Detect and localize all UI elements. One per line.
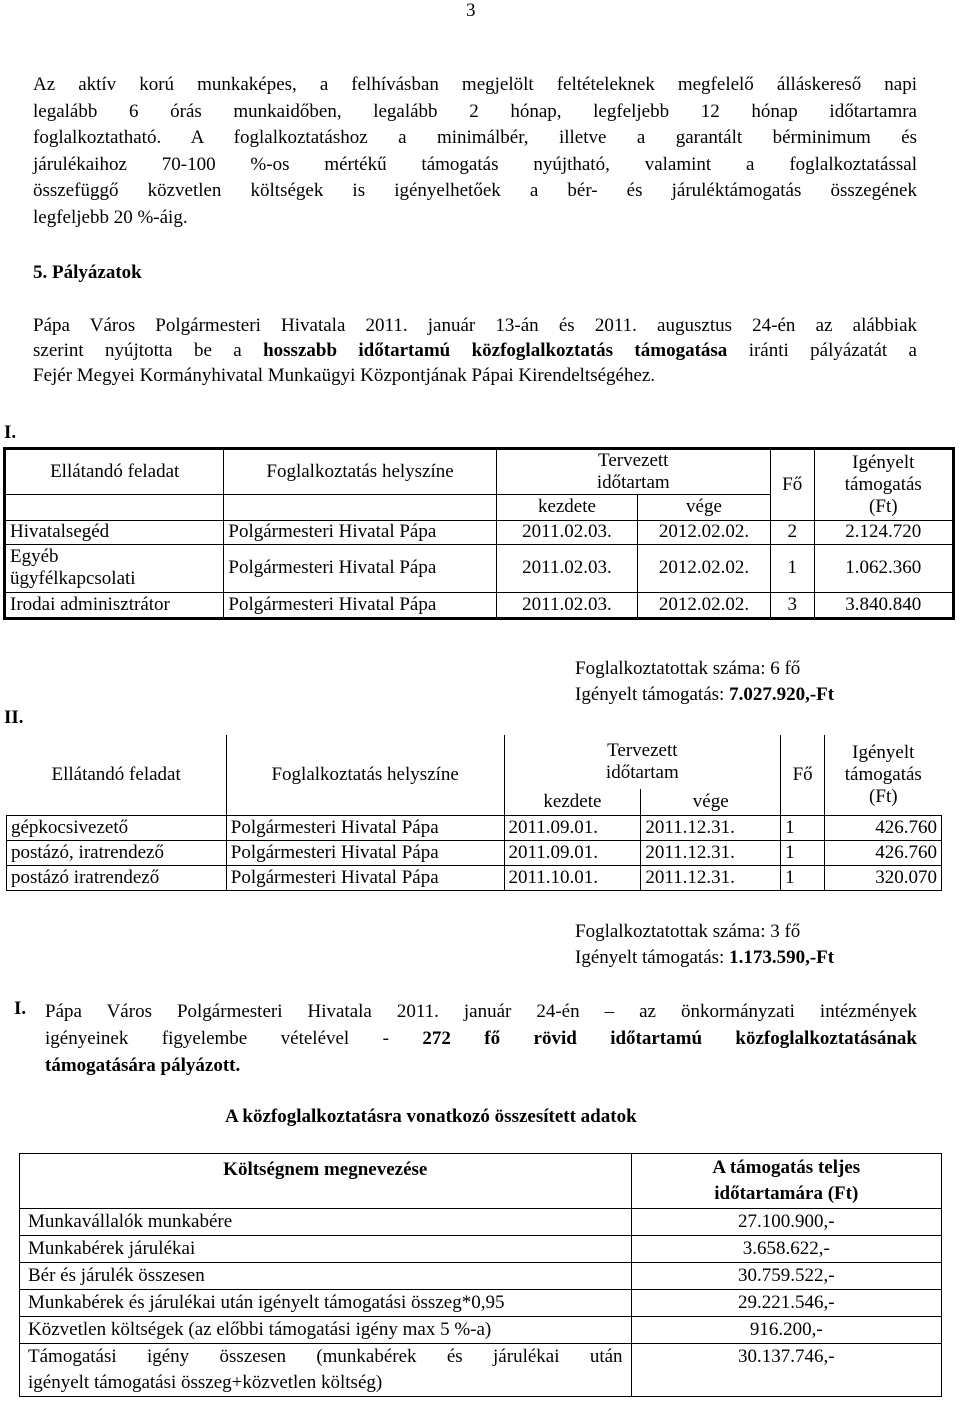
cell-name-line: igényelt támogatási összeg+közvetlen költség) [28, 1372, 383, 1393]
header-feladat: Ellátandó feladat [5, 449, 224, 495]
cell-tamogatas: 426.760 [825, 815, 942, 840]
header-helyszin: Foglalkoztatás helyszíne [224, 449, 496, 495]
table2-label: II. [4, 707, 24, 728]
header-tervezett [496, 449, 770, 495]
summary-count: Foglalkoztatottak száma: 6 fő [575, 658, 801, 679]
section5-line-text: Pápa Város Polgármesteri Hivatala 2011. január 13-án és 2011. augusztus 24-én az alábbiak [33, 315, 917, 336]
header-ft-text: (Ft) [869, 785, 898, 807]
intro-line: legfeljebb 20 %-áig. [33, 206, 188, 228]
cell-tamogatas: 3.840.840 [814, 592, 953, 618]
header-feladat: Ellátandó feladat [7, 735, 227, 815]
table-row [20, 1209, 942, 1236]
header-igenyelt [814, 449, 953, 521]
cell-helyszin: Polgármesteri Hivatal Pápa [226, 815, 504, 840]
summary-amount [575, 945, 834, 971]
section-i2-line [45, 1052, 917, 1079]
cell-value: 27.100.900,- [631, 1209, 941, 1236]
section-i2-line: Pápa Város Polgármesteri Hivatala 2011. január 24-én – az önkormányzati intézmények [45, 1001, 917, 1022]
header-osszeg-line: időtartamára (Ft) [714, 1183, 859, 1204]
cell-fo: 2 [770, 520, 814, 544]
section5-bold-text: hosszabb időtartamú közfoglalkoztatás támogatása [263, 340, 728, 361]
table-row [20, 1236, 942, 1263]
table-row [7, 840, 942, 865]
cell-feladat [5, 544, 224, 592]
cell-kezdete: 2011.02.03. [496, 520, 637, 544]
cell-helyszin: Polgármesteri Hivatal Pápa [226, 865, 504, 890]
cell-vege: 2011.12.31. [641, 865, 781, 890]
cell-feladat: gépkocsivezető [7, 815, 227, 840]
cell-kezdete: 2011.02.03. [496, 544, 637, 592]
header-fo: Fő [770, 449, 814, 521]
cell-tamogatas: 426.760 [825, 840, 942, 865]
table2-summary [575, 919, 834, 971]
intro-line: legalább 6 órás munkaidőben, legalább 2 hónap, legfeljebb 12 hónap időtartamra [33, 100, 917, 122]
section5-line [33, 338, 917, 363]
cell-name: Munkavállalók munkabére [20, 1209, 632, 1236]
cell-value: 30.137.746,- [631, 1344, 941, 1397]
cell-fo: 1 [781, 865, 825, 890]
header-helyszin: Foglalkoztatás helyszíne [226, 735, 504, 815]
cell-tamogatas: 1.062.360 [814, 544, 953, 592]
cell-kezdete: 2011.10.01. [504, 865, 641, 890]
intro-line: foglalkoztatható. A foglalkoztatáshoz a minimálbér, illetve a garantált bérminimum és [33, 127, 917, 149]
cell-vege: 2012.02.02. [638, 520, 771, 544]
header-vege: vége [638, 494, 771, 520]
header-igenyelt-text: Igényelt [852, 741, 915, 763]
cell-kezdete: 2011.09.01. [504, 815, 641, 840]
cell-feladat-line: ügyfélkapcsolati [10, 568, 136, 589]
section-i2-line [45, 1025, 917, 1052]
cell-tamogatas: 2.124.720 [814, 520, 953, 544]
cell-vege: 2011.12.31. [641, 840, 781, 865]
cell-vege: 2012.02.02. [638, 544, 771, 592]
table1-label: I. [4, 422, 17, 443]
cell-kezdete: 2011.02.03. [496, 592, 637, 618]
cell-fo: 3 [770, 592, 814, 618]
table-row [20, 1317, 942, 1344]
section5-text: szerint nyújtotta be a [33, 340, 264, 361]
table-row [7, 865, 942, 890]
header-tervezett-text: Tervezett [607, 740, 678, 761]
cell-helyszin: Polgármesteri Hivatal Pápa [226, 840, 504, 865]
table-row [5, 592, 954, 618]
intro-paragraph [33, 72, 917, 232]
table1 [3, 447, 955, 620]
cell-name: Bér és járulék összesen [20, 1263, 632, 1290]
table2 [6, 735, 942, 891]
header-igenyelt [825, 735, 942, 815]
cell-feladat: Irodai adminisztrátor [5, 592, 224, 618]
cell-fo: 1 [781, 840, 825, 865]
cell-name [20, 1344, 632, 1397]
section5-line: Fejér Megyei Kormányhivatal Munkaügyi Központjának Pápai Kirendeltségéhez. [33, 365, 656, 386]
cell-feladat: postázó, iratrendező [7, 840, 227, 865]
section-i2-bold-text: 272 fő rövid időtartamú közfoglalkoztatásának [422, 1028, 917, 1049]
cell-helyszin: Polgármesteri Hivatal Pápa [224, 544, 496, 592]
cell-feladat: Hivatalsegéd [5, 520, 224, 544]
header-ft-text: (Ft) [869, 495, 898, 517]
cell-tamogatas: 320.070 [825, 865, 942, 890]
page-number: 3 [466, 0, 476, 21]
cell-feladat-line: Egyéb [10, 546, 59, 567]
cell-fo: 1 [770, 544, 814, 592]
table-row [5, 544, 954, 592]
table3 [19, 1153, 942, 1397]
header-kezdete: kezdete [496, 494, 637, 520]
cell-value: 916.200,- [631, 1317, 941, 1344]
section-i2-bold-text: támogatására pályázott. [45, 1055, 241, 1076]
cell-name-line: Támogatási igény összesen (munkabérek és járulékai után [28, 1346, 623, 1367]
table3-title: A közfoglalkoztatásra vonatkozó összesített adatok [225, 1106, 637, 1127]
cell-value: 29.221.546,- [631, 1290, 941, 1317]
cell-vege: 2012.02.02. [638, 592, 771, 618]
header-igenyelt-text: Igényelt [852, 451, 915, 473]
header-idotartam-text: időtartam [605, 762, 679, 783]
section5-paragraph [33, 313, 917, 388]
header-empty [5, 494, 224, 520]
header-idotartam-text: időtartam [596, 472, 670, 493]
section-i2-paragraph [45, 998, 917, 1079]
section5-text: iránti pályázatát a [727, 340, 917, 361]
header-vege: vége [641, 789, 781, 815]
cell-name: Közvetlen költségek (az előbbi támogatási igény max 5 %-a) [20, 1317, 632, 1344]
header-empty [224, 494, 496, 520]
cell-value: 30.759.522,- [631, 1263, 941, 1290]
summary-amount-value: 7.027.920,-Ft [729, 684, 835, 705]
section-label: I. [14, 998, 27, 1019]
header-tamogatas-text: támogatás [844, 763, 922, 785]
table-row [20, 1290, 942, 1317]
header-tervezett-text: Tervezett [598, 450, 669, 471]
header-fo: Fő [781, 735, 825, 815]
section-heading: 5. Pályázatok [33, 262, 142, 283]
table1-summary [575, 656, 834, 708]
intro-line: Az aktív korú munkaképes, a felhívásban megjelölt feltételeknek megfelelő álláskereső napi [33, 74, 917, 95]
cell-name: Munkabérek és járulékai után igényelt támogatási összeg*0,95 [20, 1290, 632, 1317]
cell-fo: 1 [781, 815, 825, 840]
intro-line: összefüggő közvetlen költségek is igényelhetőek a bér- és járuléktámogatás összegének [33, 180, 917, 202]
summary-count: Foglalkoztatottak száma: 3 fő [575, 921, 801, 942]
intro-line: járulékaihoz 70-100 %-os mértékű támogatás nyújtható, valamint a foglalkoztatással [33, 153, 917, 175]
header-osszeg-line: A támogatás teljes [712, 1157, 861, 1178]
header-osszeg [631, 1154, 941, 1209]
header-tervezett [504, 735, 781, 789]
cell-helyszin: Polgármesteri Hivatal Pápa [224, 520, 496, 544]
cell-kezdete: 2011.09.01. [504, 840, 641, 865]
summary-amount-label: Igényelt támogatás: [575, 947, 730, 968]
section-i2-text: igényeinek figyelembe vételével - [45, 1028, 423, 1049]
cell-value: 3.658.622,- [631, 1236, 941, 1263]
header-koltsegnem: Költségnem megnevezése [20, 1154, 632, 1209]
table-row [5, 520, 954, 544]
cell-vege: 2011.12.31. [641, 815, 781, 840]
cell-feladat: postázó iratrendező [7, 865, 227, 890]
summary-amount-label: Igényelt támogatás: [575, 684, 730, 705]
summary-amount-value: 1.173.590,-Ft [729, 947, 835, 968]
header-tamogatas-text: támogatás [844, 473, 922, 495]
section5-line [33, 313, 917, 338]
table-row [7, 815, 942, 840]
cell-helyszin: Polgármesteri Hivatal Pápa [224, 592, 496, 618]
cell-name: Munkabérek járulékai [20, 1236, 632, 1263]
header-kezdete: kezdete [504, 789, 641, 815]
table-row [20, 1263, 942, 1290]
table-row [20, 1344, 942, 1397]
summary-amount [575, 682, 834, 708]
